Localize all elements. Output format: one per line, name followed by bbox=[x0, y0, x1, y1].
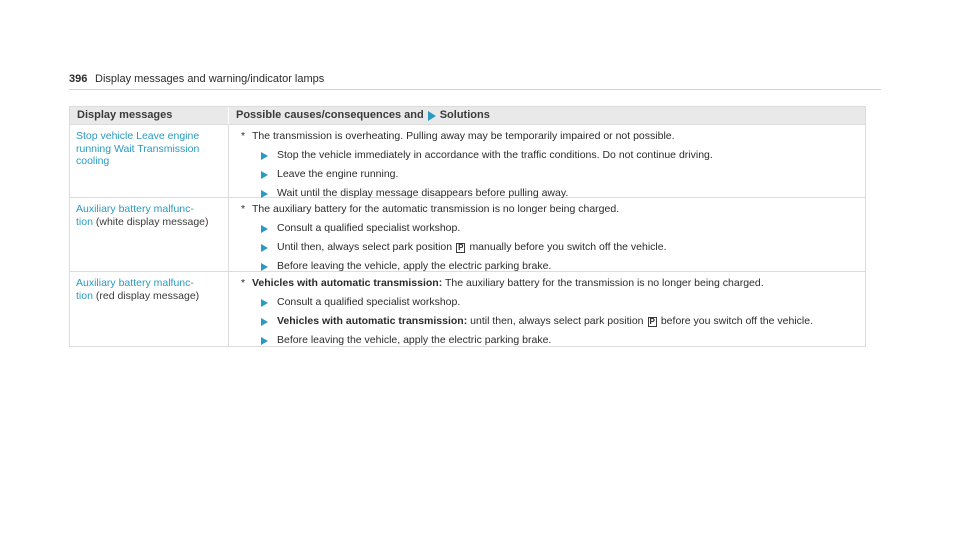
column-header-causes: Possible causes/consequences and bbox=[236, 109, 424, 121]
step-arrow-icon bbox=[261, 299, 268, 307]
step-text: Before leaving the vehicle, apply the electric parking brake. bbox=[277, 334, 552, 346]
solution-step bbox=[261, 334, 865, 347]
column-header-display-messages: Display messages bbox=[77, 109, 173, 121]
step-text: Stop the vehicle immediately in accordance with the traffic conditions. Do not continue driving. bbox=[277, 149, 713, 161]
step-text: Wait until the display message disappears before pulling away. bbox=[277, 187, 569, 199]
step-arrow-icon bbox=[261, 152, 268, 160]
solution-step bbox=[261, 168, 865, 181]
display-message: Stop vehicle Leave engine running Wait Transmission cooling bbox=[76, 130, 200, 167]
display-message-cell bbox=[70, 272, 228, 346]
table-row bbox=[70, 197, 865, 271]
cause-description: The auxiliary battery for the transmission is no longer being charged. bbox=[444, 277, 764, 289]
display-message: Auxiliary battery malfunc- bbox=[76, 277, 194, 289]
display-message-note: (red display message) bbox=[95, 289, 200, 302]
solution-step bbox=[261, 241, 865, 254]
park-position-symbol: P bbox=[649, 316, 655, 326]
cause-text bbox=[237, 203, 865, 216]
cause-text bbox=[237, 277, 865, 290]
step-arrow-icon bbox=[261, 337, 268, 345]
footnote-star: * bbox=[241, 130, 246, 142]
step-arrow-icon bbox=[261, 225, 268, 233]
solution-step bbox=[261, 222, 865, 235]
step-text: Until then, always select park position bbox=[277, 241, 453, 253]
display-message: Auxiliary battery malfunc- bbox=[76, 203, 194, 215]
step-arrow-icon bbox=[261, 263, 268, 271]
display-message-cont: tion bbox=[76, 289, 93, 302]
step-text: Consult a qualified specialist workshop. bbox=[277, 296, 461, 308]
step-condition: Vehicles with automatic transmission: bbox=[277, 315, 468, 327]
step-arrow-icon bbox=[261, 244, 268, 252]
solution-step bbox=[261, 296, 865, 309]
column-header-solutions: Solutions bbox=[439, 109, 490, 121]
step-arrow-icon bbox=[261, 171, 268, 179]
table-row bbox=[70, 124, 865, 197]
display-messages-table bbox=[69, 106, 866, 347]
solution-step bbox=[261, 149, 865, 162]
display-message-cell bbox=[70, 125, 228, 197]
cause-description: The transmission is overheating. Pulling away may be temporarily impaired or not possible. bbox=[252, 130, 675, 142]
header-divider bbox=[69, 89, 881, 90]
park-position-symbol: P bbox=[458, 242, 464, 252]
step-text: Leave the engine running. bbox=[277, 168, 399, 180]
display-message-cell bbox=[70, 198, 228, 271]
step-text-cont: manually before you switch off the vehicle. bbox=[469, 241, 667, 253]
display-message-note: (white display message) bbox=[95, 215, 209, 228]
solution-step bbox=[261, 315, 865, 328]
cause-solution-cell bbox=[228, 125, 865, 197]
footnote-star: * bbox=[241, 203, 246, 215]
solution-arrow-icon bbox=[428, 111, 436, 121]
column-header-causes-solutions bbox=[228, 107, 865, 124]
step-text: Before leaving the vehicle, apply the electric parking brake. bbox=[277, 260, 552, 272]
cause-description: The auxiliary battery for the automatic transmission is no longer being charged. bbox=[252, 203, 620, 215]
cause-condition: Vehicles with automatic transmission: bbox=[252, 277, 443, 289]
step-text-cont: before you switch off the vehicle. bbox=[660, 315, 813, 327]
step-arrow-icon bbox=[261, 318, 268, 326]
display-message-cont: tion bbox=[76, 215, 93, 228]
step-text: until then, always select park position bbox=[470, 315, 644, 327]
page-title: Display messages and warning/indicator lamps bbox=[95, 73, 325, 85]
cause-text bbox=[237, 130, 865, 143]
table-row bbox=[70, 271, 865, 346]
footnote-star: * bbox=[241, 277, 246, 289]
cause-solution-cell bbox=[228, 272, 865, 346]
step-arrow-icon bbox=[261, 190, 268, 198]
step-text: Consult a qualified specialist workshop. bbox=[277, 222, 461, 234]
page-header bbox=[69, 73, 881, 87]
table-header bbox=[70, 107, 865, 124]
page-number: 396 bbox=[69, 73, 88, 85]
cause-solution-cell bbox=[228, 198, 865, 271]
